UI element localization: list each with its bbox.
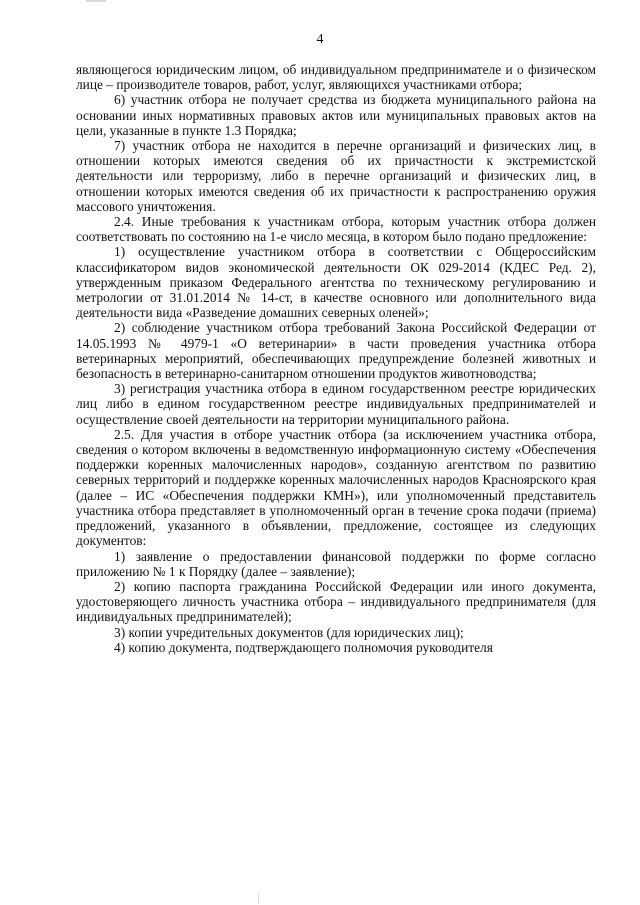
scan-artifact-bottom: [258, 893, 259, 903]
paragraph-requirement-2: 2) соблюдение участником отбора требований Закона Российской Федерации от 14.05.1993 № 4979-1 «О ветеринарии» в части проведения участника отбора ветеринарных мероприятий, обеспечивающих предупреждение болезней животных и безопасность в ветеринарно-санитарном отношении продуктов животноводства;: [76, 320, 596, 382]
paragraph-item-7: 7) участник отбора не находится в перечне организаций и физических лиц, в отношении которых имеются сведения об их причастности к экстремистской деятельности или терроризму, либо в перечне организаций и физических лиц, в отношении которых имеются сведения об их причастности к распространению оружия массового уничтожения.: [76, 138, 596, 214]
paragraph-document-4: 4) копию документа, подтверждающего полномочия руководителя: [114, 639, 493, 655]
paragraph-document-2: 2) копию паспорта гражданина Российской Федерации или иного документа, удостоверяющего личность участника отбора – индивидуального предпринимателя (для индивидуальных предпринимателей);: [76, 578, 596, 625]
paragraph-document-3: 3) копии учредительных документов (для юридических лиц);: [114, 624, 464, 640]
document-body: [76, 62, 596, 655]
paragraph-item-6: 6) участник отбора не получает средства из бюджета муниципального района на основании иных нормативных правовых актов или муниципальных правовых актов на цели, указанные в пункте 1.3 Порядка;: [76, 92, 596, 138]
page-number: 4: [316, 32, 324, 47]
paragraph-requirement-1: 1) осуществление участником отбора в соответствии с Общероссийским классификатором видов экономической деятельности ОК 029-2014 (КДЕС Ред. 2), утвержденным приказом Федерального агентства по техническому регулированию и метрологии от 31.01.2014 № 14-ст, в качестве основного или дополнительного вида деятельности вида «Разведение домашних северных оленей»;: [76, 244, 596, 321]
paragraph-requirement-3: 3) регистрация участника отбора в едином государственном реестре юридических лиц либо в едином государственном реестре индивидуальных предпринимателей и осуществление своей деятельности на территории муниципального района.: [76, 381, 596, 427]
paragraph-section-2-4: 2.4. Иные требования к участникам отбора, которым участник отбора должен соответствовать по состоянию на 1-е число месяца, в котором было подано предложение:: [76, 214, 596, 245]
paragraph-document-1: 1) заявление о предоставлении финансовой поддержки по форме согласно приложению № 1 к Порядку (далее – заявление);: [76, 548, 596, 579]
scan-artifact-top: [86, 0, 106, 2]
paragraph-section-2-5: 2.5. Для участия в отборе участник отбора (за исключением участника отбора, сведения о котором включены в ведомственную информационную систему «Обеспечения поддержки коренных малочисленных народов», созданную агентством по развитию северных территорий и поддержке коренных малочисленных народов Красноярского края (далее – ИС «Обеспечения поддержки КМН»), или уполномоченный представитель участника отбора представляет в уполномоченный орган в течение срока подачи (приема) предложений, указанного в объявлении, предложение, состоящее из следующих документов:: [76, 426, 596, 549]
paragraph-continuation: являющегося юридическим лицом, об индивидуальном предпринимателе и о физическом лице – производителе товаров, работ, услуг, являющихся участниками отбора;: [76, 62, 596, 93]
